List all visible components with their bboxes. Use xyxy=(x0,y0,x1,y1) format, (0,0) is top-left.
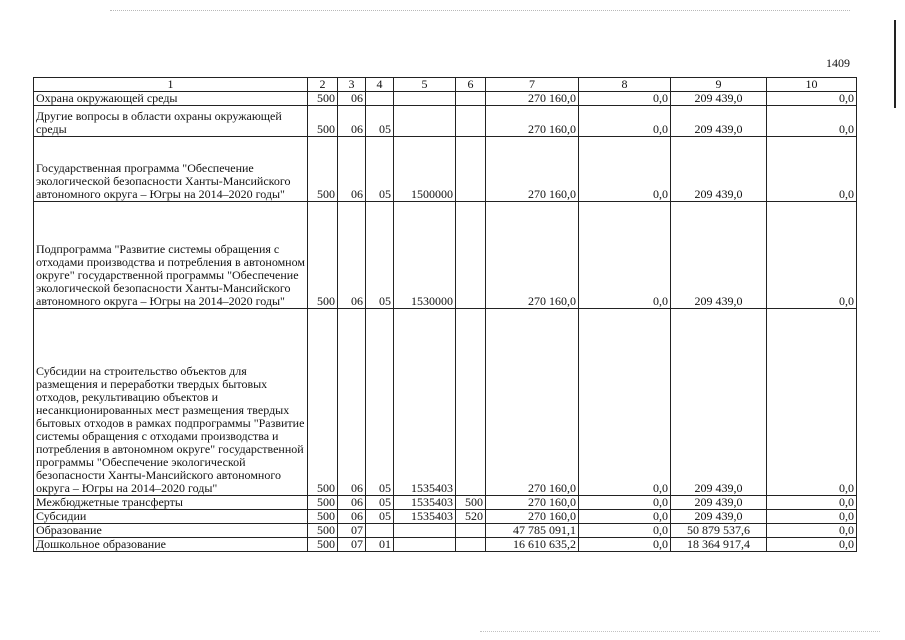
cell-col2: 500 xyxy=(308,524,338,538)
cell-col8: 0,0 xyxy=(579,137,671,202)
row-name: Межбюджетные трансферты xyxy=(34,496,308,510)
cell-col7: 270 160,0 xyxy=(486,496,579,510)
cell-col7: 270 160,0 xyxy=(486,309,579,496)
column-header: 5 xyxy=(394,78,456,92)
scan-artifact-top xyxy=(110,10,850,11)
cell-col6 xyxy=(456,106,486,137)
row-name: Дошкольное образование xyxy=(34,538,308,552)
column-header: 2 xyxy=(308,78,338,92)
cell-col8: 0,0 xyxy=(579,496,671,510)
cell-col6: 520 xyxy=(456,510,486,524)
cell-col5 xyxy=(394,538,456,552)
row-name: Другие вопросы в области охраны окружающей среды xyxy=(34,106,308,137)
cell-col5 xyxy=(394,106,456,137)
cell-col4: 05 xyxy=(366,309,394,496)
column-header: 6 xyxy=(456,78,486,92)
cell-col8: 0,0 xyxy=(579,202,671,309)
cell-col5 xyxy=(394,524,456,538)
cell-col7: 16 610 635,2 xyxy=(486,538,579,552)
cell-col7: 47 785 091,1 xyxy=(486,524,579,538)
cell-col6 xyxy=(456,202,486,309)
cell-col4 xyxy=(366,92,394,106)
cell-col6 xyxy=(456,538,486,552)
budget-table xyxy=(33,77,857,552)
cell-col10: 0,0 xyxy=(767,538,857,552)
cell-col2: 500 xyxy=(308,106,338,137)
cell-col4 xyxy=(366,524,394,538)
column-header: 9 xyxy=(671,78,767,92)
table-row xyxy=(34,538,857,552)
cell-col7: 270 160,0 xyxy=(486,510,579,524)
cell-col8: 0,0 xyxy=(579,309,671,496)
cell-col5: 1535403 xyxy=(394,309,456,496)
cell-col6 xyxy=(456,309,486,496)
table-row xyxy=(34,92,857,106)
cell-col4: 05 xyxy=(366,202,394,309)
cell-col6 xyxy=(456,524,486,538)
cell-col2: 500 xyxy=(308,92,338,106)
scan-edge-mark xyxy=(894,20,896,108)
cell-col3: 06 xyxy=(338,309,366,496)
cell-col5: 1535403 xyxy=(394,510,456,524)
row-name: Подпрограмма "Развитие системы обращения с отходами производства и потребления в автономном округе" государственной программы "Обеспечение экологической безопасности Ханты-Мансийского автономного округа – Югры на 2014–2020 годы" xyxy=(34,202,308,309)
table-header-row xyxy=(34,78,857,92)
cell-col10: 0,0 xyxy=(767,510,857,524)
column-header: 1 xyxy=(34,78,308,92)
cell-col10: 0,0 xyxy=(767,92,857,106)
cell-col5 xyxy=(394,92,456,106)
cell-col3: 07 xyxy=(338,524,366,538)
table-row xyxy=(34,106,857,137)
cell-col6: 500 xyxy=(456,496,486,510)
cell-col3: 06 xyxy=(338,137,366,202)
cell-col3: 06 xyxy=(338,496,366,510)
cell-col3: 06 xyxy=(338,510,366,524)
cell-col6 xyxy=(456,137,486,202)
cell-col5: 1535403 xyxy=(394,496,456,510)
cell-col3: 07 xyxy=(338,538,366,552)
table-row xyxy=(34,524,857,538)
row-name: Субсидии на строительство объектов для размещения и переработки твердых бытовых отходов, рекультивацию объектов и несанкционированных мест размещения твердых бытовых отходов в рамках подпрограммы "Развитие системы обращения с отходами производства и потребления в автономном округе" государственной программы "Обеспечение экологической безопасности Ханты-Мансийского автономного округа – Югры на 2014–2020 годы" xyxy=(34,309,308,496)
cell-col9: 209 439,0 xyxy=(671,202,767,309)
cell-col2: 500 xyxy=(308,510,338,524)
row-name: Субсидии xyxy=(34,510,308,524)
cell-col9: 209 439,0 xyxy=(671,496,767,510)
cell-col4: 05 xyxy=(366,137,394,202)
cell-col8: 0,0 xyxy=(579,92,671,106)
cell-col7: 270 160,0 xyxy=(486,92,579,106)
cell-col5: 1530000 xyxy=(394,202,456,309)
table-row xyxy=(34,202,857,309)
cell-col10: 0,0 xyxy=(767,106,857,137)
cell-col3: 06 xyxy=(338,202,366,309)
cell-col8: 0,0 xyxy=(579,510,671,524)
column-header: 8 xyxy=(579,78,671,92)
cell-col4: 05 xyxy=(366,496,394,510)
column-header: 10 xyxy=(767,78,857,92)
cell-col9: 209 439,0 xyxy=(671,309,767,496)
cell-col2: 500 xyxy=(308,202,338,309)
table-row xyxy=(34,510,857,524)
scan-artifact-bottom xyxy=(480,631,880,632)
cell-col7: 270 160,0 xyxy=(486,106,579,137)
row-name: Государственная программа "Обеспечение экологической безопасности Ханты-Мансийского автономного округа – Югры на 2014–2020 годы" xyxy=(34,137,308,202)
table-row xyxy=(34,309,857,496)
cell-col7: 270 160,0 xyxy=(486,137,579,202)
page-number: 1409 xyxy=(826,56,850,70)
cell-col8: 0,0 xyxy=(579,524,671,538)
table-row xyxy=(34,496,857,510)
cell-col10: 0,0 xyxy=(767,137,857,202)
column-header: 3 xyxy=(338,78,366,92)
cell-col9: 209 439,0 xyxy=(671,92,767,106)
cell-col5: 1500000 xyxy=(394,137,456,202)
cell-col4: 05 xyxy=(366,510,394,524)
row-name: Охрана окружающей среды xyxy=(34,92,308,106)
cell-col9: 18 364 917,4 xyxy=(671,538,767,552)
cell-col3: 06 xyxy=(338,92,366,106)
column-header: 4 xyxy=(366,78,394,92)
cell-col2: 500 xyxy=(308,309,338,496)
cell-col9: 209 439,0 xyxy=(671,106,767,137)
table-row xyxy=(34,137,857,202)
cell-col2: 500 xyxy=(308,137,338,202)
cell-col10: 0,0 xyxy=(767,496,857,510)
cell-col9: 50 879 537,6 xyxy=(671,524,767,538)
cell-col2: 500 xyxy=(308,496,338,510)
row-name: Образование xyxy=(34,524,308,538)
cell-col7: 270 160,0 xyxy=(486,202,579,309)
cell-col9: 209 439,0 xyxy=(671,510,767,524)
cell-col2: 500 xyxy=(308,538,338,552)
column-header: 7 xyxy=(486,78,579,92)
cell-col6 xyxy=(456,92,486,106)
cell-col8: 0,0 xyxy=(579,538,671,552)
cell-col3: 06 xyxy=(338,106,366,137)
cell-col8: 0,0 xyxy=(579,106,671,137)
cell-col4: 05 xyxy=(366,106,394,137)
cell-col9: 209 439,0 xyxy=(671,137,767,202)
cell-col4: 01 xyxy=(366,538,394,552)
cell-col10: 0,0 xyxy=(767,309,857,496)
cell-col10: 0,0 xyxy=(767,524,857,538)
cell-col10: 0,0 xyxy=(767,202,857,309)
